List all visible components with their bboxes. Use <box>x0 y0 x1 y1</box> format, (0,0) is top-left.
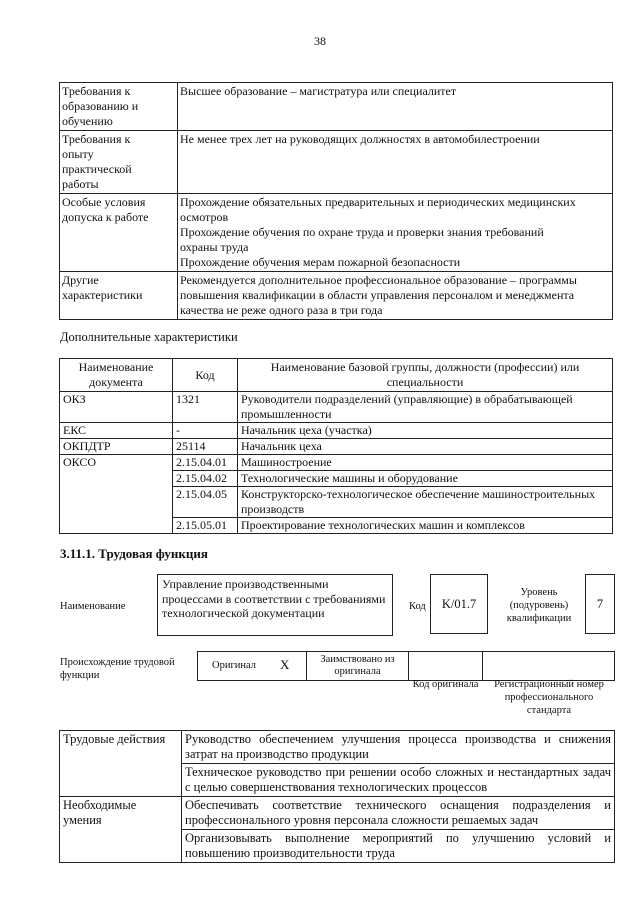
labor-actions-table <box>59 730 615 863</box>
borrowed-cell: Заимствовано из оригинала <box>306 651 409 681</box>
level-value: 7 <box>585 574 615 634</box>
requirement-value: Рекомендуется дополнительное профессиональное образование – программы повышения квалификации в области управления персоналом и менеджмента качества не реже одного раза в три года <box>178 272 613 320</box>
skill-item: Организовывать выполнение мероприятий по улучшению условий и повышению производительности труда <box>182 830 615 863</box>
table-row <box>60 797 615 830</box>
code-label: Код <box>409 601 426 612</box>
table-row <box>60 194 613 272</box>
original-label: Оригинал <box>212 660 256 671</box>
requirement-value: Высшее образование – магистратура или специалитет <box>178 83 613 131</box>
action-item: Руководство обеспечением улучшения процесса производства и снижения затрат на производство продукции <box>182 731 615 764</box>
origin-label: Происхождение трудовой функции <box>60 657 175 681</box>
reg-number-cell <box>482 651 615 681</box>
original-mark: X <box>280 657 290 672</box>
doc-cell: ОКПДТР <box>60 439 173 455</box>
column-header: Наименование документа <box>60 359 173 392</box>
row-label: Необходимые умения <box>60 797 182 863</box>
table-row <box>60 423 613 439</box>
labor-function-heading: 3.11.1. Трудовая функция <box>60 546 208 561</box>
name-cell: Машиностроение <box>238 455 613 471</box>
requirement-value: Прохождение обязательных предварительных и периодических медицинских осмотров Прохождение обучения по охране труда и проверки знания требований охраны труда Прохождение обучения мерам пожарной безопасности <box>178 194 613 272</box>
skill-item: Обеспечивать соответствие технического оснащения подразделения и профессионального уровня персонала сложности решаемых задач <box>182 797 615 830</box>
code-cell: 2.15.04.02 <box>173 471 238 487</box>
table-row <box>60 392 613 423</box>
table-row <box>60 131 613 194</box>
row-label: Трудовые действия <box>60 731 182 797</box>
column-header: Наименование базовой группы, должности (профессии) или специальности <box>238 359 613 392</box>
table-row <box>60 518 613 534</box>
requirements-table <box>59 82 613 320</box>
column-header: Код <box>173 359 238 392</box>
table-header-row <box>60 359 613 392</box>
doc-cell: ЕКС <box>60 423 173 439</box>
code-cell: 2.15.04.05 <box>173 487 238 518</box>
additional-characteristics-table <box>59 358 613 534</box>
level-label: Уровень (подуровень) квалификации <box>506 587 572 624</box>
requirement-value: Не менее трех лет на руководящих должностях в автомобилестроении <box>178 131 613 194</box>
function-name-value: Управление производственными процессами в соответствии с требованиями технологической документации <box>157 574 393 636</box>
name-cell: Проектирование технологических машин и комплексов <box>238 518 613 534</box>
table-row <box>60 83 613 131</box>
table-row <box>60 471 613 487</box>
doc-cell <box>60 487 173 518</box>
table-row <box>60 272 613 320</box>
table-row <box>60 439 613 455</box>
table-row <box>60 487 613 518</box>
requirement-label: Другие характеристики <box>60 272 178 320</box>
table-row <box>60 731 615 764</box>
doc-cell <box>60 471 173 487</box>
reg-number-label: Регистрационный номер профессионального стандарта <box>494 679 604 716</box>
action-item: Техническое руководство при решении особо сложных и нестандартных задач с целью совершенствования технологических процессов <box>182 764 615 797</box>
name-cell: Начальник цеха <box>238 439 613 455</box>
name-cell: Руководители подразделений (управляющие) в обрабатывающей промышленности <box>238 392 613 423</box>
requirement-label: Требования к опыту практической работы <box>60 131 178 194</box>
name-label: Наименование <box>60 601 126 612</box>
doc-cell: ОКЗ <box>60 392 173 423</box>
code-cell: 2.15.05.01 <box>173 518 238 534</box>
name-cell: Технологические машины и оборудование <box>238 471 613 487</box>
doc-cell: ОКСО <box>60 455 173 471</box>
original-cell <box>197 651 307 681</box>
name-cell: Конструкторско-технологическое обеспечение машиностроительных производств <box>238 487 613 518</box>
code-original-label: Код оригинала <box>412 679 479 690</box>
requirement-label: Особые условия допуска к работе <box>60 194 178 272</box>
code-cell: 25114 <box>173 439 238 455</box>
function-code-value: K/01.7 <box>430 574 488 634</box>
table-row <box>60 455 613 471</box>
code-cell: 2.15.04.01 <box>173 455 238 471</box>
code-cell: 1321 <box>173 392 238 423</box>
doc-cell <box>60 518 173 534</box>
name-cell: Начальник цеха (участка) <box>238 423 613 439</box>
code-original-cell <box>408 651 483 681</box>
requirement-label: Требования к образованию и обучению <box>60 83 178 131</box>
code-cell: - <box>173 423 238 439</box>
additional-characteristics-title: Дополнительные характеристики <box>60 330 238 344</box>
page-number: 38 <box>314 34 326 48</box>
